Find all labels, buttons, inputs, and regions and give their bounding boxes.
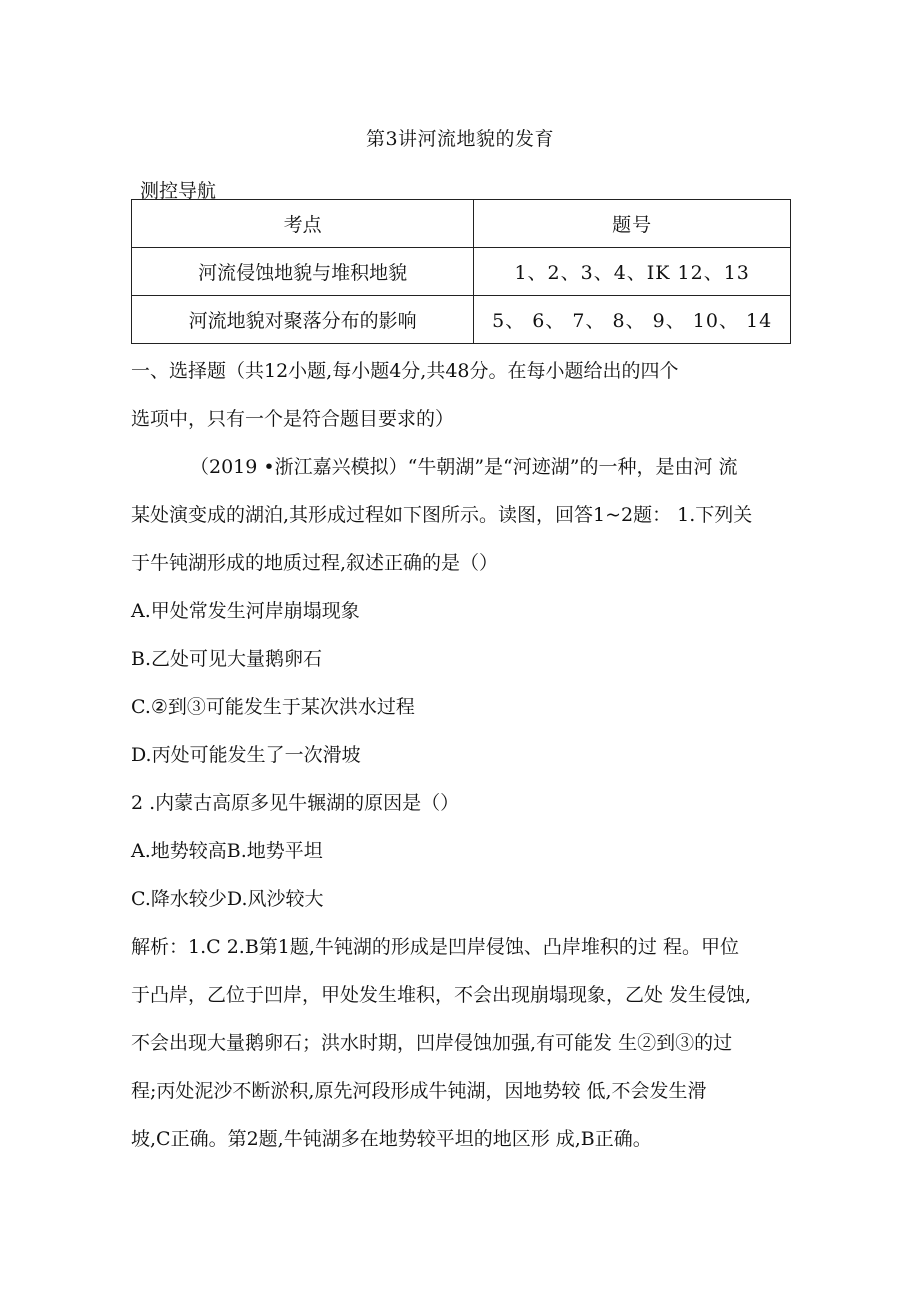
question-line: 于牛钝湖形成的地质过程,叙述正确的是（） [131,552,499,574]
passage-line: （2019 •浙江嘉兴模拟）“牛朝湖”是“河迹湖”的一种，是由河 流 [190,456,738,478]
header-cell-numbers: 题号 [474,200,791,248]
passage-line: 某处演变成的湖泊,其形成过程如下图所示。读图，回答1~2题： 1.下列关 [131,504,753,526]
page-title: 第3讲河流地貌的发育 [365,128,555,150]
table-header-row [132,200,791,248]
analysis-line: 不会出现大量鹅卵石；洪水时期，凹岸侵蚀加强,有可能发 生②到③的过 [131,1032,733,1054]
analysis-line: 解析：1.C 2.B第1题,牛钝湖的形成是凹岸侵蚀、凸岸堆积的过 程。甲位 [131,936,739,958]
analysis-line: 于凸岸，乙位于凹岸，甲处发生堆积，不会出现崩塌现象，乙处 发生侵蚀, [131,984,752,1006]
option-line: A.甲处常发生河岸崩塌现象 [131,600,360,622]
table-cell-topic: 河流地貌对聚落分布的影响 [132,296,474,344]
table-row [132,248,791,296]
analysis-line: 坡,C正确。第2题,牛钝湖多在地势较平坦的地区形 成,B正确。 [131,1128,652,1150]
question-line: 2 .内蒙古高原多见牛辗湖的原因是（） [131,792,460,814]
option-line: A.地势较高B.地势平坦 [131,840,323,862]
table-row [132,296,791,344]
analysis-line: 程;丙处泥沙不断淤积,原先河段形成牛钝湖，因地势较 低,不会发生滑 [131,1080,707,1102]
table-cell-numbers: 1、2、3、4、IK 12、13 [474,248,791,296]
option-line: B.乙处可见大量鹅卵石 [131,648,323,670]
option-line: D.丙处可能发生了一次滑坡 [131,744,361,766]
header-cell-topic: 考点 [132,200,474,248]
option-line: C.②到③可能发生于某次洪水过程 [131,696,415,718]
table-cell-topic: 河流侵蚀地貌与堆积地貌 [132,248,474,296]
topics-table [131,199,791,344]
option-line: C.降水较少D.风沙较大 [131,888,324,910]
section-heading-line: 选项中，只有一个是符合题目要求的） [131,408,455,430]
section-heading-line: 一、选择题（共12小题,每小题4分,共48分。在每小题给出的四个 [131,360,679,382]
table-cell-numbers: 5、 6、 7、 8、 9、 10、 14 [474,296,791,344]
nav-label: 测控导航 [140,180,217,202]
